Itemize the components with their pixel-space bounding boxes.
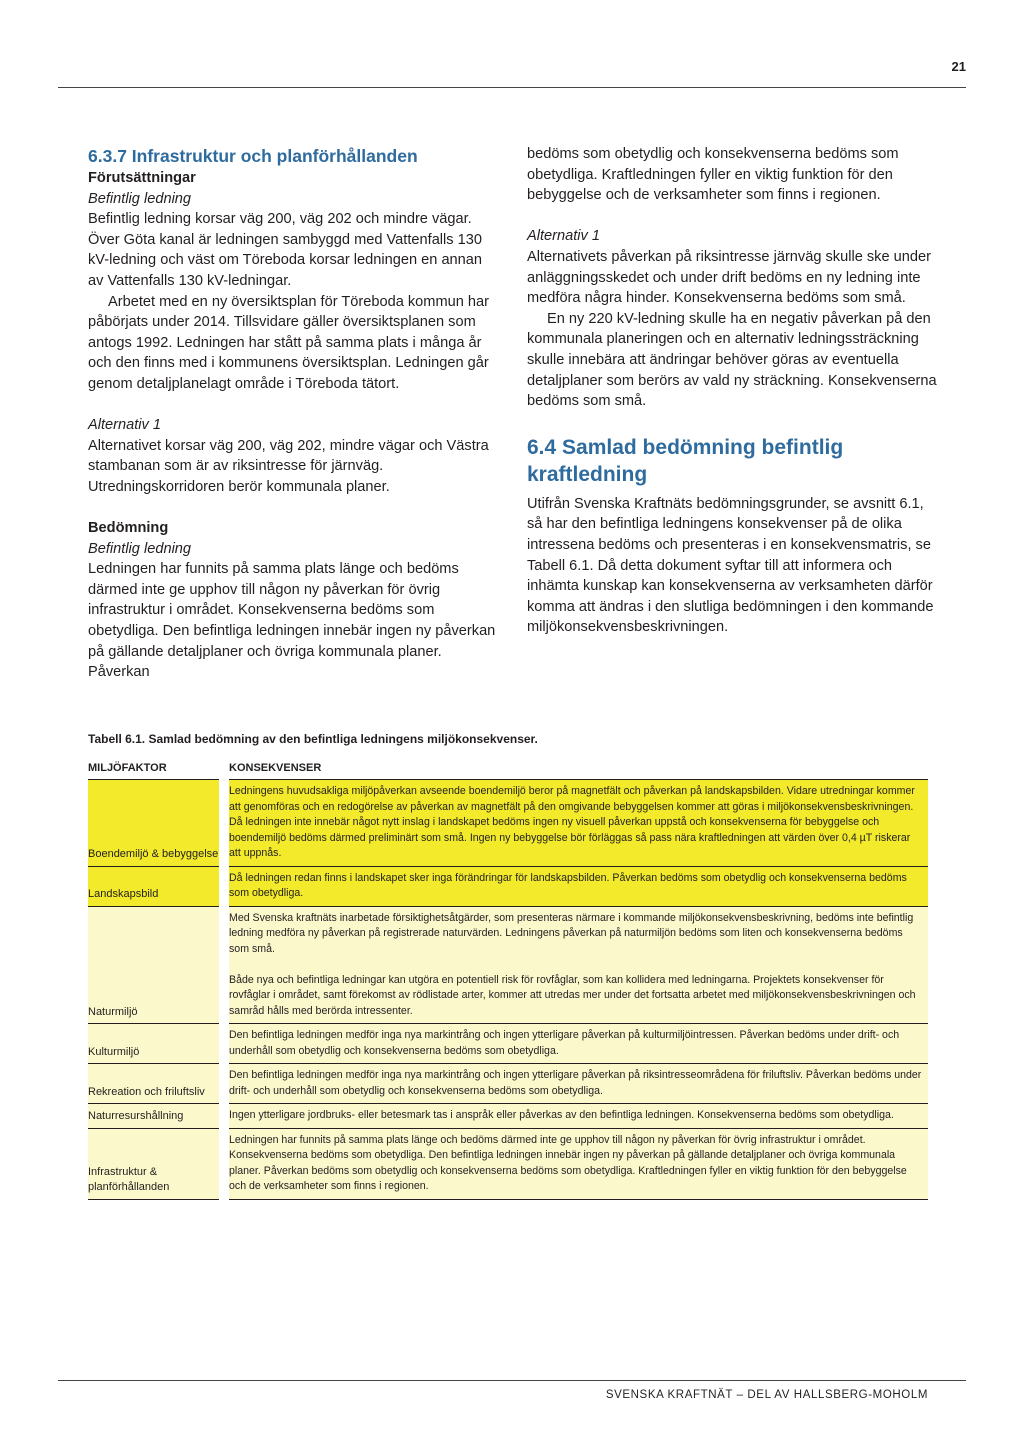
subheading-alternativ-1: Alternativ 1: [88, 417, 162, 434]
right-column: [527, 144, 939, 638]
paragraph: En ny 220 kV-ledning skulle ha en negativ påverkan på den kommunala planeringen och en alternativ ledningssträckning skulle innebära att ändringar behöver göras av eventuella detaljplaner som berörs av vald ny sträckning. Konsekvenserna bedöms som små.: [527, 310, 937, 410]
consequence-cell: Den befintliga ledningen medför inga nya markintrång och ingen ytterligare påverkan på riksintresseområdena för friluftsliv. Påverkan bedöms under drift- och underhåll som obetydlig och konsekvenserna bedöms som obetydliga.: [229, 1064, 928, 1104]
table-row: [88, 780, 928, 867]
subheading-forutsattningar: Förutsättningar: [88, 170, 196, 186]
section-heading-6-3-7: 6.3.7 Infrastruktur och planförhållanden: [88, 146, 418, 166]
paragraph: Alternativet korsar väg 200, väg 202, mindre vägar och Västra stambanan som är av riksintresse för järnväg. Utredningskorridoren berör kommunala planer.: [88, 437, 489, 495]
column-header-factor: MILJÖFAKTOR: [88, 762, 167, 774]
paragraph: Utifrån Svenska Kraftnäts bedömningsgrunder, se avsnitt 6.1, så har den befintliga ledningens konsekvenser på de olika intressena bedöms och presenteras i en konsekvensmatris, se Tabell 6.1. Då detta dokument syftar till att informera och inhämta kunskap kan konsekvenserna av verksamheten därför komma att ändras i den slutliga bedömningen i den kommande miljökonsekvensbeskrivningen.: [527, 495, 934, 636]
consequence-cell: Med Svenska kraftnäts inarbetade försiktighetsåtgärder, som presenteras närmare i kommande miljökonsekvensbeskrivning, bedöms inte befintlig ledning medföra ny påverkan på registrerade naturvärden. Ledningens påverkan på naturmiljön bedöms som liten och konsekvenserna bedöms som små. Både nya och befintliga ledningar kan utgöra en potentiell risk för rovfåglar, som kan kollidera med ledningarna. Projektets konsekvenser för rovfåglar i området, samt förekomst av rödlistade arter, kommer att utredas mer under det fortsatta arbetet med miljökonsekvensbeskrivningen och samråd hålls med berörda intressenter.: [229, 907, 928, 1025]
consequence-cell: Den befintliga ledningen medför inga nya markintrång och ingen ytterligare påverkan på kulturmiljöintressen. Påverkan bedöms under drift- och underhåll som obetydlig och konsekvenserna bedöms som obetydliga.: [229, 1024, 928, 1064]
paragraph: Befintlig ledning korsar väg 200, väg 202 och mindre vägar. Över Göta kanal är ledningen sambyggd med Vattenfalls 130 kV-ledning och väst om Töreboda korsar ledningen en annan av Vattenfalls 130 kV-ledningar.: [88, 211, 483, 289]
subheading-befintlig-ledning: Befintlig ledning: [88, 190, 192, 207]
table-row: [88, 867, 928, 907]
column-header-consequences: KONSEKVENSER: [229, 762, 322, 774]
factor-cell: Naturmiljö: [88, 907, 219, 1025]
consequence-cell: Ledningen har funnits på samma plats länge och bedöms därmed inte ge upphov till någon ny påverkan för övrig infrastruktur i området. Konsekvenserna bedöms som obetydliga. Den befintliga ledningen innebär ingen ny påverkan på gällande detaljplaner och övriga kommunala planer. Påverkan bedöms som obetydlig och konsekvenserna bedöms som obetydliga. Kraftledningen fyller en viktig funktion för den bebyggelse och de verksamheter som finns i regionen.: [229, 1129, 928, 1200]
left-column: [88, 144, 498, 683]
page-footer: SVENSKA KRAFTNÄT – DEL AV HALLSBERG-MOHOLM: [605, 1389, 928, 1401]
header-rule: [58, 87, 966, 88]
consequence-cell: Ingen ytterligare jordbruks- eller betesmark tas i anspråk eller påverkas av den befintliga ledningen. Konsekvenserna bedöms som obetydliga.: [229, 1104, 928, 1129]
subheading-alternativ-1: Alternativ 1: [527, 228, 601, 245]
section-heading-6-4: 6.4 Samlad bedömning befintlig kraftledning: [527, 435, 844, 486]
subheading-bedomning: Bedömning: [88, 520, 169, 537]
paragraph: Ledningen har funnits på samma plats länge och bedöms därmed inte ge upphov till någon ny påverkan för övrig infrastruktur i området. Konsekvenserna bedöms som obetydliga. Den befintliga ledningen innebär ingen ny påverkan på gällande detaljplaner och övriga kommunala planer. Påverkan: [88, 561, 496, 681]
footer-rule: [58, 1380, 966, 1381]
factor-cell: Rekreation och friluftsliv: [88, 1064, 219, 1104]
consequence-cell: Ledningens huvudsakliga miljöpåverkan avseende boendemiljö beror på magnetfält och påverkan på landskapsbilden. Vidare utredningar kommer att genomföras och en redogörelse av påverkan av magnetfält på den omgivande bebyggelsen kommer att göras i miljökonsekvensbeskrivningen. Då ledningen inte innebär något nytt inslag i landskapet bedöms ingen ny visuell påverkan uppstå och konsekvenserna för bebyggelse och boendemiljö bedöms därmed preliminärt som små. Ingen ny bebyggelse bör förläggas så pass nära kraftledningen att värden över 0,4 µT riskerar att uppnås.: [229, 780, 928, 867]
paragraph: Arbetet med en ny översiktsplan för Töreboda kommun har påbörjats under 2014. Tillsvidare gäller översiktsplanen som antogs 1992. Ledningen har stått på samma plats i många år och den finns med i kommunens översiktsplan. Ledningen går genom detaljplanelagt område i Töreboda tätort.: [88, 293, 489, 392]
table-row: [88, 907, 928, 1025]
factor-cell: Naturresurshållning: [88, 1104, 219, 1129]
factor-cell: Infrastruktur & planförhållanden: [88, 1129, 219, 1200]
consequence-cell: Då ledningen redan finns i landskapet sker inga förändringar för landskapsbilden. Påverkan bedöms som obetydlig och konsekvenserna bedöms som obetydliga.: [229, 867, 928, 907]
factor-cell: Kulturmiljö: [88, 1024, 219, 1064]
table-row: [88, 1064, 928, 1104]
page-number: 21: [951, 59, 966, 74]
table-row: [88, 1104, 928, 1129]
subheading-befintlig-ledning: Befintlig ledning: [88, 540, 192, 557]
paragraph: bedöms som obetydlig och konsekvenserna bedöms som obetydliga. Kraftledningen fyller en viktig funktion för den bebyggelse och de verksamheter som finns i regionen.: [527, 146, 899, 204]
table-caption: Tabell 6.1. Samlad bedömning av den befintliga ledningens miljökonsekvenser.: [88, 732, 538, 746]
factor-cell: Landskapsbild: [88, 867, 219, 907]
paragraph: Alternativets påverkan på riksintresse järnväg skulle ske under anläggningsskedet och under drift bedöms en ny ledning inte medföra några hinder. Konsekvenserna bedöms som små.: [527, 248, 931, 307]
table-header: [88, 762, 928, 780]
factor-cell: Boendemiljö & bebyggelse: [88, 780, 219, 867]
table-row: [88, 1129, 928, 1200]
table-row: [88, 1024, 928, 1064]
consequence-table: [88, 762, 928, 1200]
